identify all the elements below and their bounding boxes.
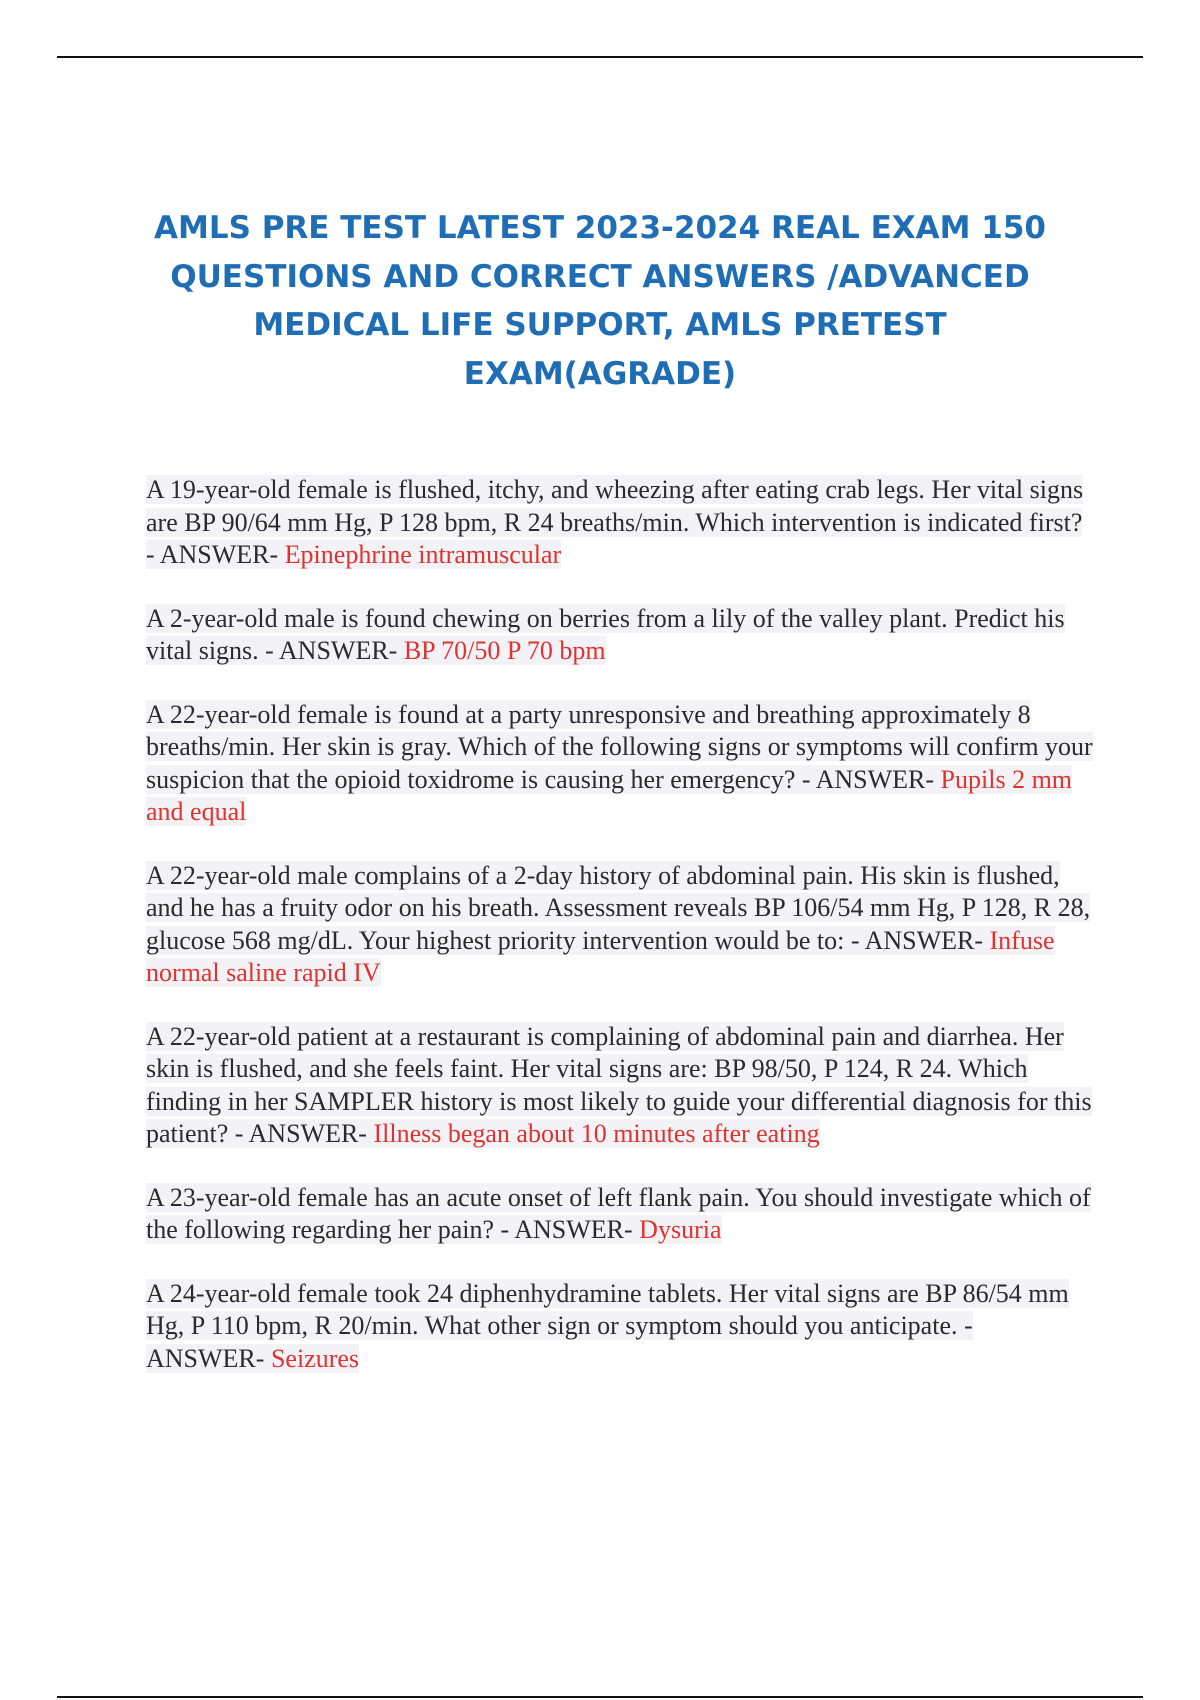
question-text: A 24-year-old female took 24 diphenhydramine tablets. Her vital signs are BP 86/54 mm Hg, P 110 bpm, R 20/min. What other sign or symptom should you anticipate. — [146, 1278, 1069, 1340]
qa-item — [146, 474, 1096, 572]
question-text: A 22-year-old patient at a restaurant is complaining of abdominal pain and diarrhea. Her skin is flushed, and she feels faint. Her vital signs are: BP 98/50, P 124, R 24. Which finding in her SAMPLER history is most likely to guide your differential diagnosis for this patient? — [146, 1021, 1092, 1148]
qa-item — [146, 1182, 1096, 1247]
answer-separator: - ANSWER- — [795, 764, 941, 794]
answer-separator: - ANSWER- — [258, 636, 404, 665]
question-text: A 23-year-old female has an acute onset of left flank pain. You should investigate which of the following regarding her pain? — [146, 1182, 1091, 1244]
qa-list — [146, 474, 1096, 1406]
answer-text: Pupils 2 mm and equal — [146, 764, 1073, 826]
question-text: A 22-year-old male complains of a 2-day history of abdominal pain. His skin is flushed, and he has a fruity odor on his breath. Assessment reveals BP 106/54 mm Hg, P 128, R 28, glucose 568 mg/dL. Your highest priority intervention would be to: — [146, 860, 1091, 955]
qa-item — [146, 860, 1096, 990]
qa-item — [146, 1021, 1096, 1151]
answer-text: Dysuria — [639, 1215, 722, 1244]
question-text: A 19-year-old female is flushed, itchy, and wheezing after eating crab legs. Her vital signs are BP 90/64 mm Hg, P 128 bpm, R 24 breaths/min. Which intervention is indicated first? — [146, 475, 1084, 537]
answer-separator: - ANSWER- — [844, 925, 990, 955]
answer-separator: - ANSWER- — [146, 540, 285, 569]
answer-separator: - ANSWER- — [494, 1215, 640, 1244]
top-rule — [57, 56, 1143, 58]
answer-separator: - ANSWER- — [146, 1311, 973, 1373]
answer-separator: - ANSWER- — [228, 1119, 374, 1148]
answer-text: Seizures — [270, 1343, 360, 1373]
answer-text: BP 70/50 P 70 bpm — [403, 636, 606, 665]
question-text: A 22-year-old female is found at a party unresponsive and breathing approximately 8 breaths/min. Her skin is gray. Which of the following signs or symptoms will confirm your suspicion that the opioid toxidrome is causing her emergency? — [146, 699, 1093, 794]
qa-item — [146, 1278, 1096, 1376]
question-text: A 2-year-old male is found chewing on berries from a lily of the valley plant. Predict his vital signs. — [146, 603, 1065, 665]
qa-item — [146, 699, 1096, 829]
qa-item — [146, 603, 1096, 668]
answer-text: Epinephrine intramuscular — [284, 540, 562, 569]
answer-text: Infuse normal saline rapid IV — [146, 925, 1055, 987]
bottom-rule — [57, 1696, 1143, 1698]
document-title: AMLS PRE TEST LATEST 2023-2024 REAL EXAM 150 QUESTIONS AND CORRECT ANSWERS /ADVANCED MEDICAL LIFE SUPPORT, AMLS PRETEST EXAM(AGRADE) — [153, 210, 1046, 392]
answer-text: Illness began about 10 minutes after eating — [373, 1119, 820, 1148]
